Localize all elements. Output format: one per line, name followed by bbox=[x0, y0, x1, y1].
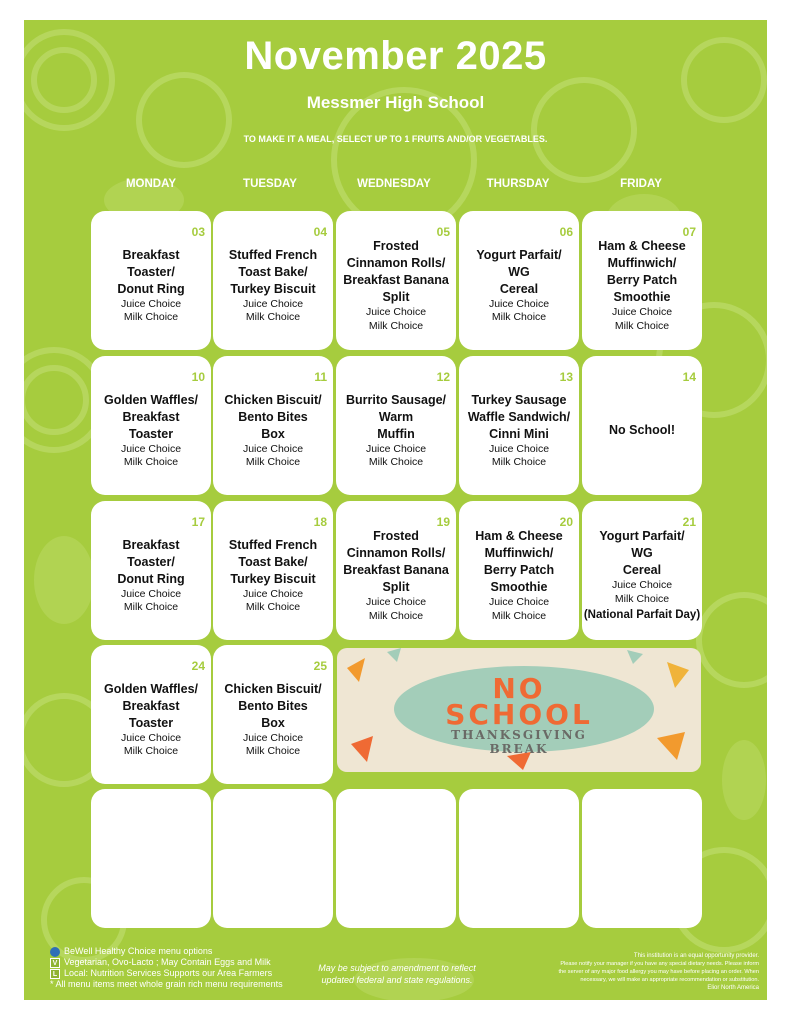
disclaimer bbox=[519, 952, 759, 992]
day-cell-05 bbox=[336, 211, 456, 350]
grain-note-text: * All menu items meet whole grain rich menu requirements bbox=[50, 979, 283, 989]
date-number: 21 bbox=[682, 515, 696, 529]
day-header-thursday: THURSDAY bbox=[486, 178, 550, 190]
day-header-tuesday: TUESDAY bbox=[243, 178, 297, 190]
bewell-icon bbox=[50, 947, 60, 957]
day-cell-21 bbox=[582, 501, 702, 640]
date-number: 11 bbox=[314, 370, 327, 384]
cell-content bbox=[582, 211, 702, 350]
side-choice: Juice Choice bbox=[242, 587, 304, 600]
side-choice: Milk Choice bbox=[614, 592, 670, 605]
date-number: 18 bbox=[313, 515, 327, 529]
date-number: 07 bbox=[682, 225, 696, 239]
banner-school: SCHOOL bbox=[445, 698, 593, 731]
meal-line: Cereal bbox=[499, 281, 539, 296]
day-cell-20 bbox=[459, 501, 579, 640]
date-number: 14 bbox=[682, 370, 696, 384]
meal-line: Turkey Sausage bbox=[471, 392, 567, 407]
meal-line: Yogurt Parfait/ bbox=[599, 529, 685, 543]
date-number: 19 bbox=[436, 515, 450, 529]
meal-line: Turkey Biscuit bbox=[230, 281, 316, 296]
legend-text: Vegetarian, Ovo-Lacto ; May Contain Eggs and Milk bbox=[64, 957, 271, 967]
cell-content bbox=[459, 211, 579, 350]
day-cell-13 bbox=[459, 356, 579, 495]
side-choice: Milk Choice bbox=[491, 311, 547, 323]
meal-line: Muffinwich/ bbox=[484, 546, 554, 560]
side-choice: Milk Choice bbox=[123, 745, 179, 757]
day-cell-24 bbox=[91, 645, 211, 784]
empty-day-cell-wednesday bbox=[336, 789, 456, 928]
meal-line: Donut Ring bbox=[117, 281, 185, 296]
day-cell-17 bbox=[91, 501, 211, 640]
meal-line: Golden Waffles/ bbox=[104, 681, 198, 696]
legend-item-bewell bbox=[50, 946, 283, 957]
day-cell-07 bbox=[582, 211, 702, 350]
school-name: Messmer High School bbox=[306, 93, 485, 112]
legend-item-local bbox=[50, 968, 283, 979]
date-number: 24 bbox=[191, 659, 205, 673]
meal-line: Toast Bake/ bbox=[238, 554, 308, 569]
cell-content bbox=[213, 645, 333, 784]
meal-line: Muffinwich/ bbox=[607, 256, 677, 270]
date-number: 25 bbox=[313, 659, 327, 673]
meal-line: WG bbox=[631, 546, 653, 560]
meal-line: Chicken Biscuit/ bbox=[224, 392, 322, 407]
page-title: November 2025 bbox=[244, 34, 547, 78]
meal-line: Berry Patch bbox=[483, 563, 555, 577]
banner-no: NO bbox=[492, 672, 546, 705]
side-choice: Juice Choice bbox=[365, 306, 427, 318]
legend-text: Local: Nutrition Services Supports our Area Farmers bbox=[64, 968, 273, 978]
side-choice: Juice Choice bbox=[120, 587, 182, 600]
meal-line: Breakfast bbox=[122, 247, 180, 262]
meal-line: Ham & Cheese bbox=[598, 239, 686, 253]
date-number: 03 bbox=[191, 225, 205, 239]
side-choice: Juice Choice bbox=[365, 596, 427, 608]
cell-content bbox=[459, 356, 579, 495]
meal-line: Breakfast bbox=[122, 409, 180, 424]
meal-line: Breakfast Banana bbox=[343, 273, 449, 287]
day-header-monday: MONDAY bbox=[125, 178, 177, 190]
meal-line: Toaster/ bbox=[127, 264, 175, 279]
day-cell-11 bbox=[213, 356, 333, 495]
menu-page bbox=[24, 20, 767, 1000]
disclaimer-line: the server of any major food allergy you may have before placing an order. When bbox=[558, 969, 759, 975]
meal-line: Ham & Cheese bbox=[475, 529, 563, 543]
meal-line: No School! bbox=[609, 423, 675, 437]
empty-day-cell-thursday bbox=[459, 789, 579, 928]
legend bbox=[50, 946, 283, 990]
cell-content bbox=[91, 211, 211, 350]
date-number: 04 bbox=[313, 225, 327, 239]
meal-line: Muffin bbox=[377, 426, 415, 441]
meal-line: Box bbox=[261, 715, 285, 730]
empty-day-cell-friday bbox=[582, 789, 702, 928]
cell-content bbox=[582, 501, 702, 640]
cell-content bbox=[582, 356, 702, 495]
day-cell-25 bbox=[213, 645, 333, 784]
thanksgiving-break-banner bbox=[337, 648, 701, 772]
meal-line: Cinnamon Rolls/ bbox=[346, 546, 446, 560]
meal-line: Breakfast Banana bbox=[343, 563, 449, 577]
side-choice: Milk Choice bbox=[245, 311, 301, 323]
legend-item-vegetarian bbox=[50, 957, 283, 968]
meal-line: Frosted bbox=[373, 239, 419, 253]
date-number: 10 bbox=[191, 370, 205, 384]
cell-content bbox=[336, 211, 456, 350]
date-number: 12 bbox=[436, 370, 450, 384]
cell-content bbox=[213, 211, 333, 350]
day-header-wednesday: WEDNESDAY bbox=[357, 178, 431, 190]
meal-line: Warm bbox=[378, 409, 414, 424]
side-choice: Juice Choice bbox=[611, 579, 673, 591]
side-choice: Juice Choice bbox=[120, 731, 182, 744]
cell-content bbox=[213, 356, 333, 495]
meal-line: Bento Bites bbox=[238, 698, 308, 713]
day-cell-03 bbox=[91, 211, 211, 350]
side-choice: Juice Choice bbox=[242, 731, 304, 744]
meal-line: Toaster bbox=[128, 715, 174, 730]
date-number: 13 bbox=[559, 370, 573, 384]
side-choice: Milk Choice bbox=[123, 456, 179, 468]
special-note: (National Parfait Day) bbox=[583, 609, 701, 621]
meal-line: Smoothie bbox=[490, 580, 548, 594]
meal-line: Breakfast bbox=[122, 698, 180, 713]
cell-content bbox=[336, 501, 456, 640]
meal-line: Chicken Biscuit/ bbox=[224, 681, 322, 696]
vegetarian-icon: V bbox=[50, 958, 60, 968]
day-header-friday: FRIDAY bbox=[620, 178, 662, 190]
meal-line: Stuffed French bbox=[228, 247, 318, 262]
side-choice: Juice Choice bbox=[120, 297, 182, 310]
meal-line: Berry Patch bbox=[606, 273, 678, 287]
meal-line: Box bbox=[261, 426, 285, 441]
disclaimer-line: This institution is an equal opportunity provider. bbox=[633, 953, 759, 959]
side-choice: Juice Choice bbox=[488, 596, 550, 608]
day-cell-19 bbox=[336, 501, 456, 640]
date-number: 05 bbox=[436, 225, 450, 239]
cell-content bbox=[336, 356, 456, 495]
side-choice: Juice Choice bbox=[611, 306, 673, 318]
side-choice: Milk Choice bbox=[245, 745, 301, 757]
empty-day-cell-tuesday bbox=[213, 789, 333, 928]
banner-thanksgiving: THANKSGIVING bbox=[451, 728, 587, 742]
date-number: 06 bbox=[559, 225, 573, 239]
side-choice: Milk Choice bbox=[123, 601, 179, 613]
day-cell-14 bbox=[582, 356, 702, 495]
meal-line: Cinnamon Rolls/ bbox=[346, 256, 446, 270]
date-number: 20 bbox=[559, 515, 573, 529]
cell-content bbox=[91, 645, 211, 784]
legend-text: BeWell Healthy Choice menu options bbox=[64, 946, 213, 956]
side-choice: Milk Choice bbox=[491, 456, 547, 468]
side-choice: Milk Choice bbox=[368, 609, 424, 622]
meal-line: Frosted bbox=[373, 529, 419, 543]
local-icon: L bbox=[50, 969, 60, 979]
side-choice: Milk Choice bbox=[245, 456, 301, 468]
side-choice: Milk Choice bbox=[368, 319, 424, 332]
meal-line: Waffle Sandwich/ bbox=[467, 409, 571, 424]
side-choice: Juice Choice bbox=[365, 442, 427, 455]
meal-line: Turkey Biscuit bbox=[230, 571, 316, 586]
side-choice: Juice Choice bbox=[488, 297, 550, 310]
meal-line: Toast Bake/ bbox=[238, 264, 308, 279]
meal-line: Split bbox=[382, 580, 410, 594]
meal-line: Toaster bbox=[128, 426, 174, 441]
side-choice: Juice Choice bbox=[488, 442, 550, 455]
meal-line: WG bbox=[508, 264, 530, 279]
meal-line: Yogurt Parfait/ bbox=[476, 247, 562, 262]
meal-line: Bento Bites bbox=[238, 409, 308, 424]
day-cell-06 bbox=[459, 211, 579, 350]
side-choice: Milk Choice bbox=[614, 319, 670, 332]
meal-line: Split bbox=[382, 290, 410, 304]
disclaimer-line: necessary, we will make an appropriate recommendation or substitution. bbox=[580, 977, 759, 983]
day-cell-18 bbox=[213, 501, 333, 640]
cell-content bbox=[91, 356, 211, 495]
side-choice: Milk Choice bbox=[245, 601, 301, 613]
company-name: Elior North America bbox=[707, 985, 759, 991]
meal-line: Burrito Sausage/ bbox=[345, 392, 447, 407]
meal-line: Breakfast bbox=[122, 537, 180, 552]
meal-instruction: TO MAKE IT A MEAL, SELECT UP TO 1 FRUITS AND/OR VEGETABLES. bbox=[243, 134, 548, 144]
cell-content bbox=[91, 501, 211, 640]
side-choice: Juice Choice bbox=[242, 442, 304, 455]
grain-note bbox=[50, 979, 283, 990]
side-choice: Milk Choice bbox=[123, 311, 179, 323]
meal-line: Cereal bbox=[622, 563, 662, 577]
side-choice: Juice Choice bbox=[120, 442, 182, 455]
empty-day-cell-monday bbox=[91, 789, 211, 928]
meal-line: Donut Ring bbox=[117, 571, 185, 586]
cell-content bbox=[459, 501, 579, 640]
cell-content bbox=[213, 501, 333, 640]
meal-line: Stuffed French bbox=[228, 537, 318, 552]
side-choice: Juice Choice bbox=[242, 297, 304, 310]
day-cell-10 bbox=[91, 356, 211, 495]
day-cell-04 bbox=[213, 211, 333, 350]
side-choice: Milk Choice bbox=[491, 609, 547, 622]
side-choice: Milk Choice bbox=[368, 456, 424, 468]
amendment-note: May be subject to amendment to reflect updated federal and state regulations. bbox=[318, 963, 476, 985]
meal-line: Cinni Mini bbox=[489, 426, 549, 441]
date-number: 17 bbox=[191, 515, 205, 529]
meal-line: Smoothie bbox=[613, 290, 671, 304]
day-cell-12 bbox=[336, 356, 456, 495]
banner-break: BREAK bbox=[489, 742, 549, 756]
disclaimer-line: Please notify your manager if you have any special dietary needs. Please inform bbox=[560, 961, 759, 967]
meal-line: Golden Waffles/ bbox=[104, 392, 198, 407]
meal-line: Toaster/ bbox=[127, 554, 175, 569]
